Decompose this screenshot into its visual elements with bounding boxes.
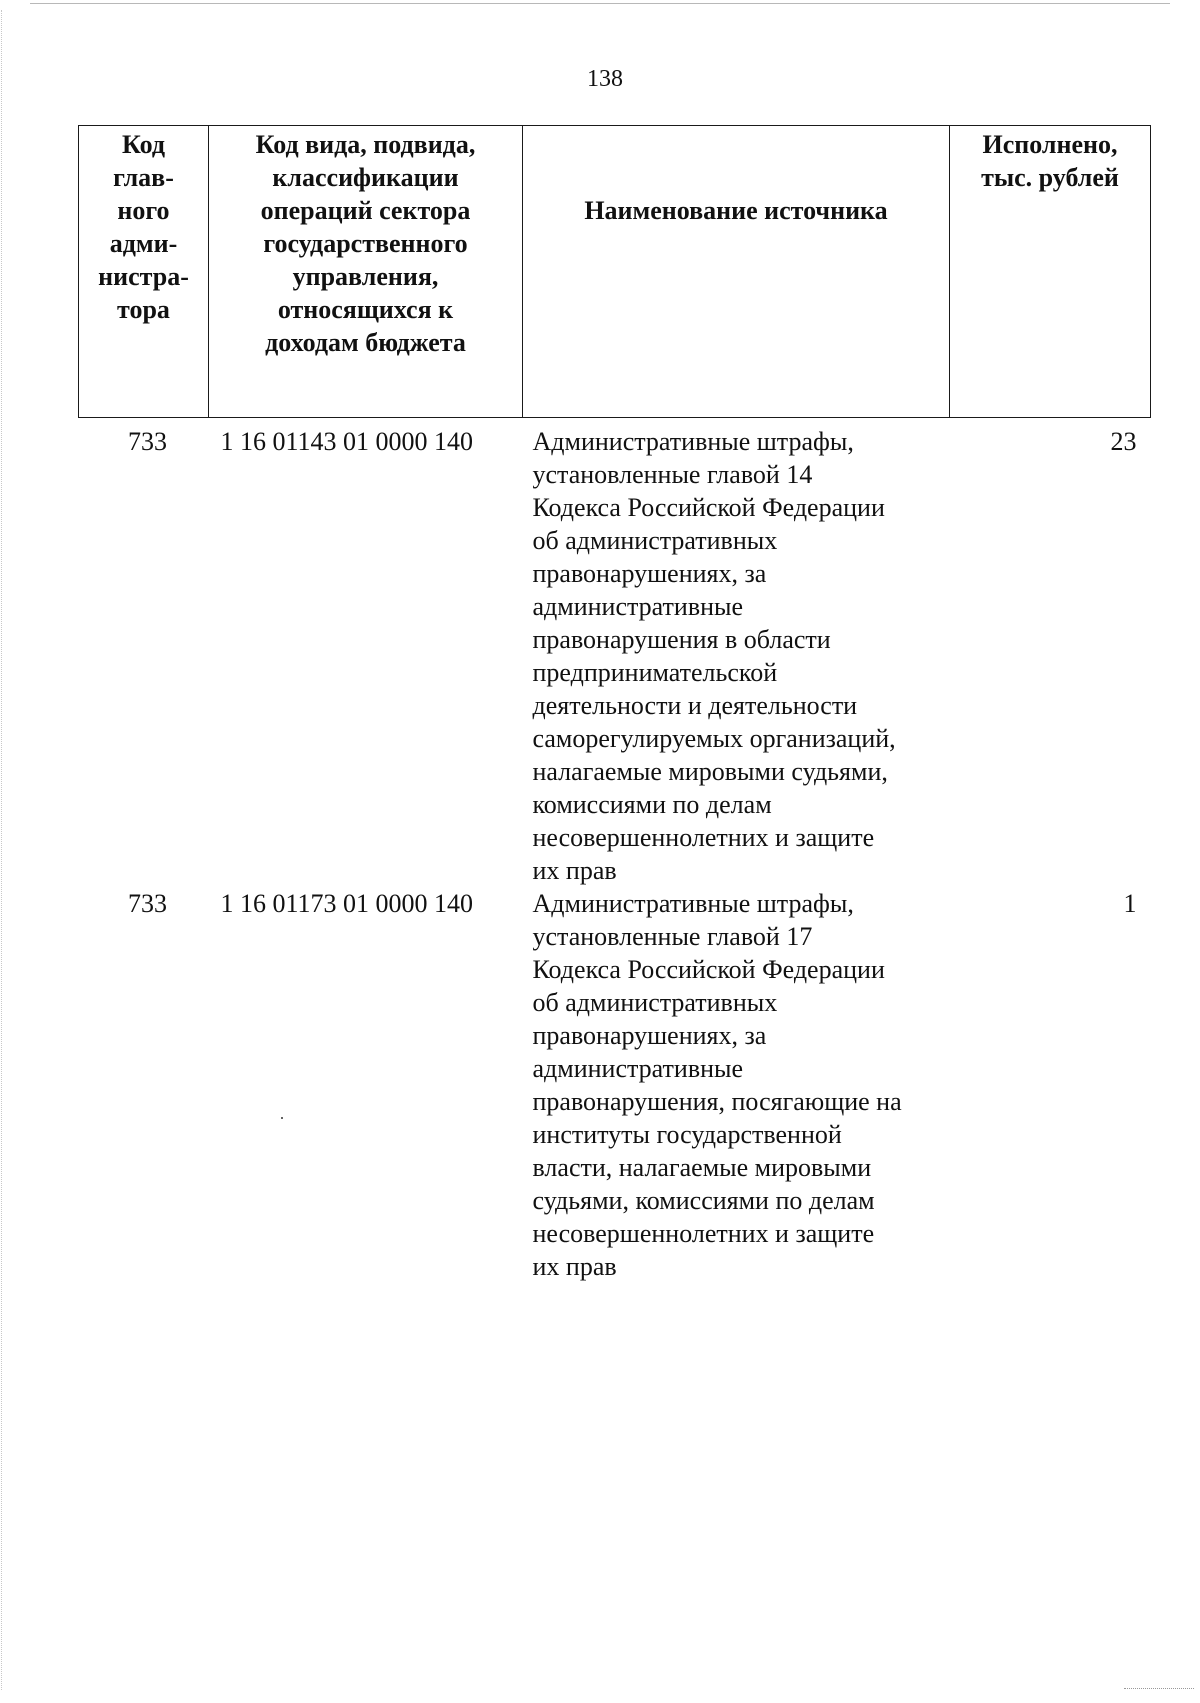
header-admin-code-line: ного: [117, 196, 170, 225]
admin-code-cell: 733: [128, 889, 167, 918]
header-source-name: Наименование источника: [523, 126, 950, 418]
source-name-line: административные: [532, 1054, 744, 1083]
source-name-line: правонарушениях, за: [532, 559, 767, 588]
source-name-line: об административных: [532, 988, 778, 1017]
source-name-cell: [523, 887, 950, 1283]
source-name-line: Административные штрафы,: [532, 427, 854, 456]
source-name-line: Кодекса Российской Федерации: [532, 955, 885, 984]
scan-edge-top: [30, 3, 1170, 4]
source-name-line: саморегулируемых организаций,: [532, 724, 896, 753]
source-name-line: комиссиями по делам: [532, 790, 772, 819]
header-classification-line: управления,: [292, 262, 439, 291]
header-admin-code-line: нистра-: [98, 262, 189, 291]
header-classification-line: Код вида, подвида,: [255, 130, 476, 159]
source-name-line: правонарушения, посягающие на: [532, 1087, 902, 1116]
source-name-line: власти, налагаемые мировыми: [532, 1153, 872, 1182]
scan-speck: [281, 1117, 283, 1119]
source-name-line: Административные штрафы,: [532, 889, 854, 918]
header-admin-code-line: глав-: [113, 163, 174, 192]
source-name-line: об административных: [532, 526, 778, 555]
classification-code-cell: 1 16 01173 01 0000 140: [220, 889, 474, 918]
source-name-line: деятельности и деятельности: [532, 691, 858, 720]
table-header-row: [79, 126, 1151, 418]
source-name-line: их прав: [532, 856, 617, 885]
source-name-line: несовершеннолетних и защите: [532, 1219, 875, 1248]
source-name-line: институты государственной: [532, 1120, 842, 1149]
table-row: [79, 418, 1151, 888]
executed-amount-cell: 23: [1110, 427, 1137, 456]
source-name-line: административные: [532, 592, 744, 621]
table-row: [79, 887, 1151, 1283]
source-name-line: их прав: [532, 1252, 617, 1281]
page-number: 138: [587, 66, 623, 92]
header-classification-line: доходам бюджета: [265, 328, 466, 357]
source-name-line: правонарушениях, за: [532, 1021, 767, 1050]
admin-code-cell: 733: [128, 427, 167, 456]
header-classification-line: государственного: [263, 229, 468, 258]
header-admin-code-line: адми-: [109, 229, 178, 258]
executed-amount-cell: 1: [1123, 889, 1137, 918]
header-classification-line: относящихся к: [277, 295, 454, 324]
header-executed-line: Исполнено,: [982, 130, 1118, 159]
header-classification-line: классификации: [272, 163, 459, 192]
source-name-line: установленные главой 14: [532, 460, 813, 489]
scan-edge-left: [1, 10, 2, 1690]
revenue-sources-table: [78, 125, 1151, 1283]
source-name-line: налагаемые мировыми судьями,: [532, 757, 888, 786]
header-admin-code-line: Код: [122, 130, 165, 159]
source-name-line: несовершеннолетних и защите: [532, 823, 875, 852]
source-name-line: установленные главой 17: [532, 922, 813, 951]
header-classification-line: операций сектора: [260, 196, 471, 225]
header-executed-line: тыс. рублей: [981, 163, 1119, 192]
scan-corner-mark: [1124, 1688, 1194, 1689]
header-admin-code-line: тора: [117, 295, 170, 324]
classification-code-cell: 1 16 01143 01 0000 140: [220, 427, 474, 456]
source-name-cell: [523, 418, 950, 888]
source-name-line: судьями, комиссиями по делам: [532, 1186, 875, 1215]
header-admin-code: [79, 126, 209, 418]
source-name-line: Кодекса Российской Федерации: [532, 493, 885, 522]
header-classification-code: [209, 126, 523, 418]
source-name-line: правонарушения в области: [532, 625, 831, 654]
header-executed: [950, 126, 1151, 418]
source-name-line: предпринимательской: [532, 658, 778, 687]
